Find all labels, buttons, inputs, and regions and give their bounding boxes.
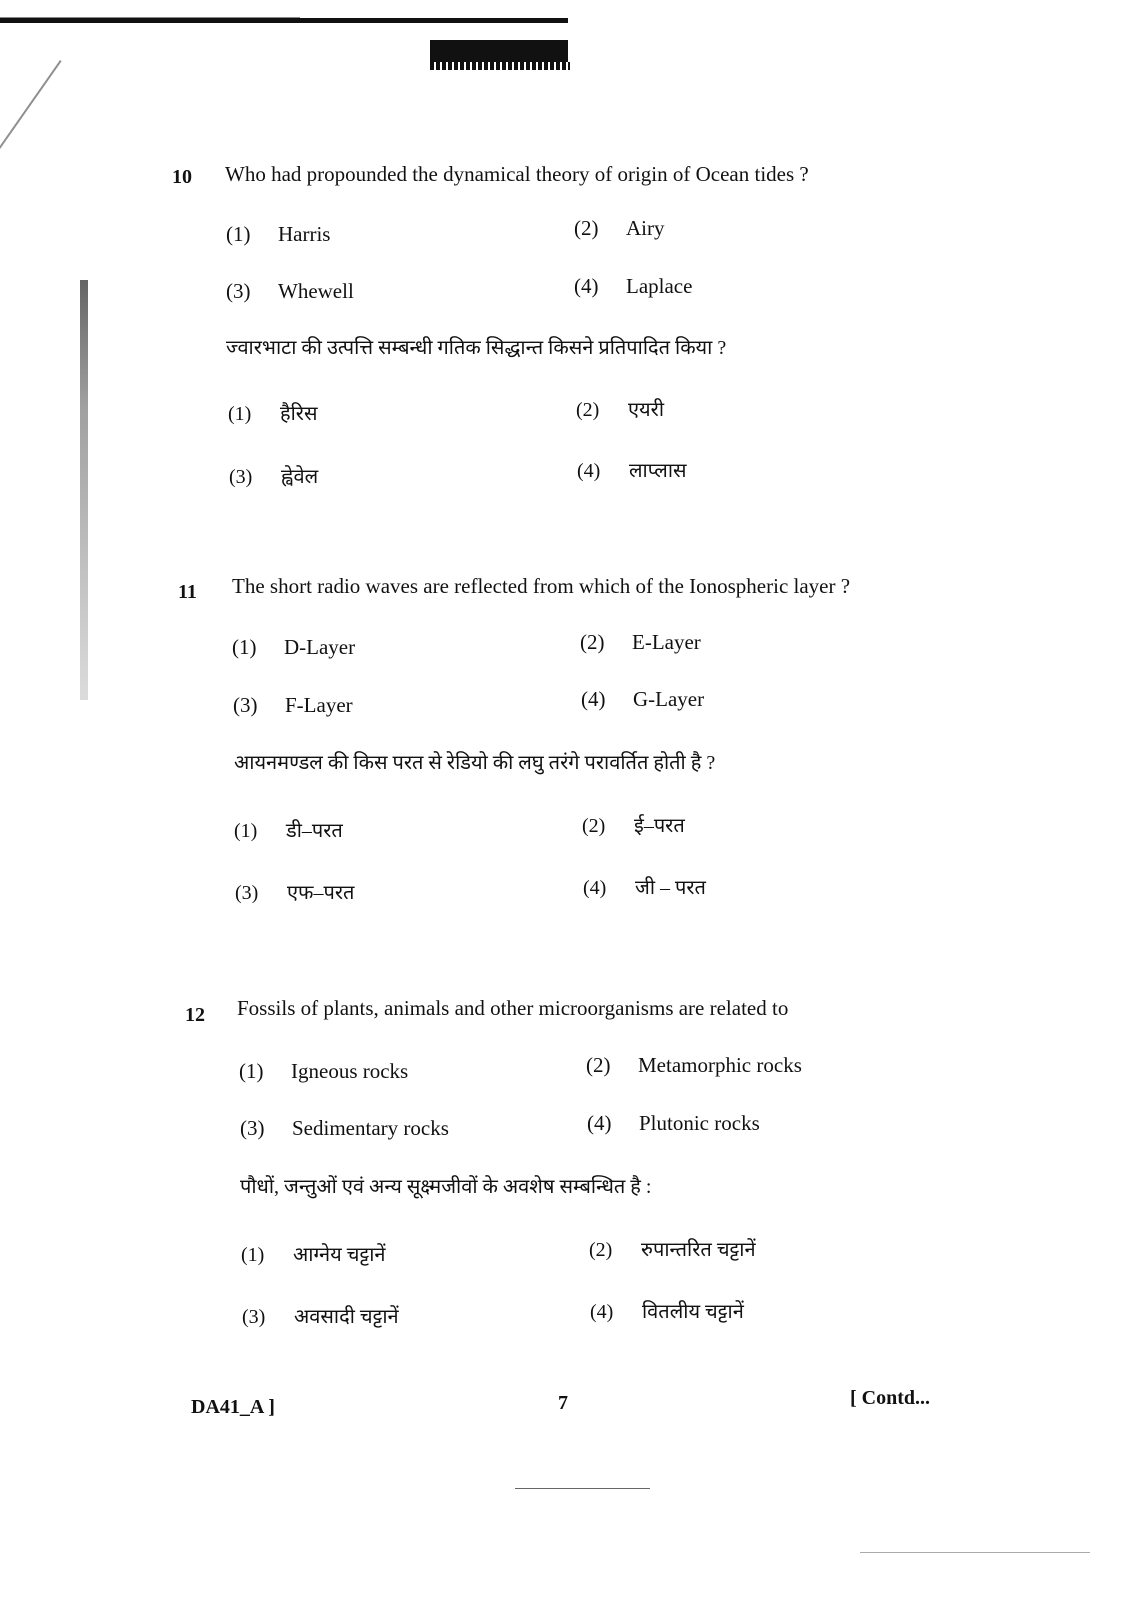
option-number: (1) bbox=[226, 222, 251, 246]
option[interactable] bbox=[581, 687, 704, 712]
option-text: ई–परत bbox=[634, 815, 685, 837]
scan-artifact-line bbox=[860, 1552, 1090, 1553]
continued-label: [ Contd... bbox=[850, 1387, 931, 1409]
option[interactable] bbox=[235, 878, 354, 905]
option-number: (3) bbox=[233, 693, 258, 717]
option-text: E-Layer bbox=[632, 630, 701, 654]
option-text: Metamorphic rocks bbox=[638, 1053, 802, 1077]
scan-artifact-slash bbox=[0, 60, 62, 274]
option-number: (3) bbox=[242, 1306, 266, 1328]
question-number: 11 bbox=[178, 581, 197, 603]
option-number: (2) bbox=[580, 630, 605, 654]
option-text: Whewell bbox=[278, 279, 354, 303]
option-text: वितलीय चट्टानें bbox=[642, 1301, 744, 1323]
option-text: रुपान्तरित चट्टानें bbox=[641, 1239, 756, 1261]
option-text: अवसादी चट्टानें bbox=[294, 1306, 399, 1328]
paper-code: DA41_A ] bbox=[191, 1396, 275, 1418]
option-text: D-Layer bbox=[284, 635, 356, 659]
option-number: (1) bbox=[232, 635, 257, 659]
option[interactable] bbox=[226, 279, 354, 304]
option-text: Harris bbox=[278, 222, 331, 246]
option-number: (4) bbox=[577, 460, 601, 482]
option-number: (2) bbox=[586, 1053, 611, 1077]
option[interactable] bbox=[226, 222, 330, 247]
option-text: Igneous rocks bbox=[291, 1059, 409, 1083]
option-number: (4) bbox=[583, 877, 607, 899]
option[interactable] bbox=[586, 1053, 802, 1078]
option-text: G-Layer bbox=[633, 687, 705, 711]
option[interactable] bbox=[241, 1240, 386, 1267]
question-text-en: The short radio waves are reflected from which of the Ionospheric layer ? bbox=[232, 574, 851, 598]
option-number: (3) bbox=[229, 466, 253, 488]
question-text-hi: पौधों, जन्तुओं एवं अन्य सूक्ष्मजीवों के अवशेष सम्बन्धित है : bbox=[240, 1176, 652, 1198]
option-text: F-Layer bbox=[285, 693, 353, 717]
option[interactable] bbox=[589, 1235, 756, 1262]
option-text: Plutonic rocks bbox=[639, 1111, 760, 1135]
option-text: Laplace bbox=[626, 274, 693, 298]
option[interactable] bbox=[576, 395, 664, 422]
option-text: जी – परत bbox=[635, 877, 706, 899]
option-text: हैरिस bbox=[280, 403, 318, 425]
option-number: (1) bbox=[241, 1244, 265, 1266]
option-text: आग्नेय चट्टानें bbox=[293, 1244, 386, 1266]
question-text-hi: आयनमण्डल की किस परत से रेडियो की लघु तरंगे परावर्तित होती है ? bbox=[234, 752, 716, 774]
option-text: Airy bbox=[626, 216, 665, 240]
option-number: (2) bbox=[574, 216, 599, 240]
option-text: डी–परत bbox=[286, 820, 343, 842]
option-number: (4) bbox=[581, 687, 606, 711]
option-text: Sedimentary rocks bbox=[292, 1116, 449, 1140]
header-logo-strip bbox=[430, 62, 570, 70]
question-text-hi: ज्वारभाटा की उत्पत्ति सम्बन्धी गतिक सिद्धान्त किसने प्रतिपादित किया ? bbox=[226, 337, 727, 359]
header-rule bbox=[0, 18, 568, 23]
option-number: (2) bbox=[582, 815, 606, 837]
option-text: ह्वेवेल bbox=[281, 466, 319, 488]
option[interactable] bbox=[574, 216, 665, 241]
option[interactable] bbox=[233, 693, 353, 718]
option-number: (1) bbox=[239, 1059, 264, 1083]
option[interactable] bbox=[590, 1297, 744, 1324]
option-number: (1) bbox=[228, 403, 252, 425]
question-number: 10 bbox=[172, 166, 192, 188]
option[interactable] bbox=[577, 456, 687, 483]
option[interactable] bbox=[242, 1302, 399, 1329]
option[interactable] bbox=[587, 1111, 760, 1136]
option[interactable] bbox=[234, 816, 343, 843]
footer-rule bbox=[515, 1488, 650, 1489]
option-text: एयरी bbox=[628, 399, 665, 421]
option[interactable] bbox=[228, 399, 318, 426]
option[interactable] bbox=[580, 630, 701, 655]
option[interactable] bbox=[574, 274, 692, 299]
question-text-en: Fossils of plants, animals and other microorganisms are related to bbox=[237, 996, 789, 1020]
option[interactable] bbox=[232, 635, 355, 660]
page-number: 7 bbox=[558, 1392, 568, 1414]
option-text: लाप्लास bbox=[629, 460, 687, 482]
scan-artifact-edge bbox=[80, 280, 88, 700]
option-number: (4) bbox=[587, 1111, 612, 1135]
option-number: (3) bbox=[226, 279, 251, 303]
question-text-en: Who had propounded the dynamical theory of origin of Ocean tides ? bbox=[225, 162, 809, 186]
option[interactable] bbox=[583, 873, 706, 900]
option-number: (4) bbox=[590, 1301, 614, 1323]
option[interactable] bbox=[240, 1116, 449, 1141]
question-number: 12 bbox=[185, 1004, 205, 1026]
option-number: (2) bbox=[589, 1239, 613, 1261]
option-text: एफ–परत bbox=[287, 882, 355, 904]
option-number: (4) bbox=[574, 274, 599, 298]
option[interactable] bbox=[582, 811, 685, 838]
option-number: (3) bbox=[235, 882, 259, 904]
option-number: (2) bbox=[576, 399, 600, 421]
option-number: (3) bbox=[240, 1116, 265, 1140]
option-number: (1) bbox=[234, 820, 258, 842]
option[interactable] bbox=[229, 462, 318, 489]
option[interactable] bbox=[239, 1059, 408, 1084]
